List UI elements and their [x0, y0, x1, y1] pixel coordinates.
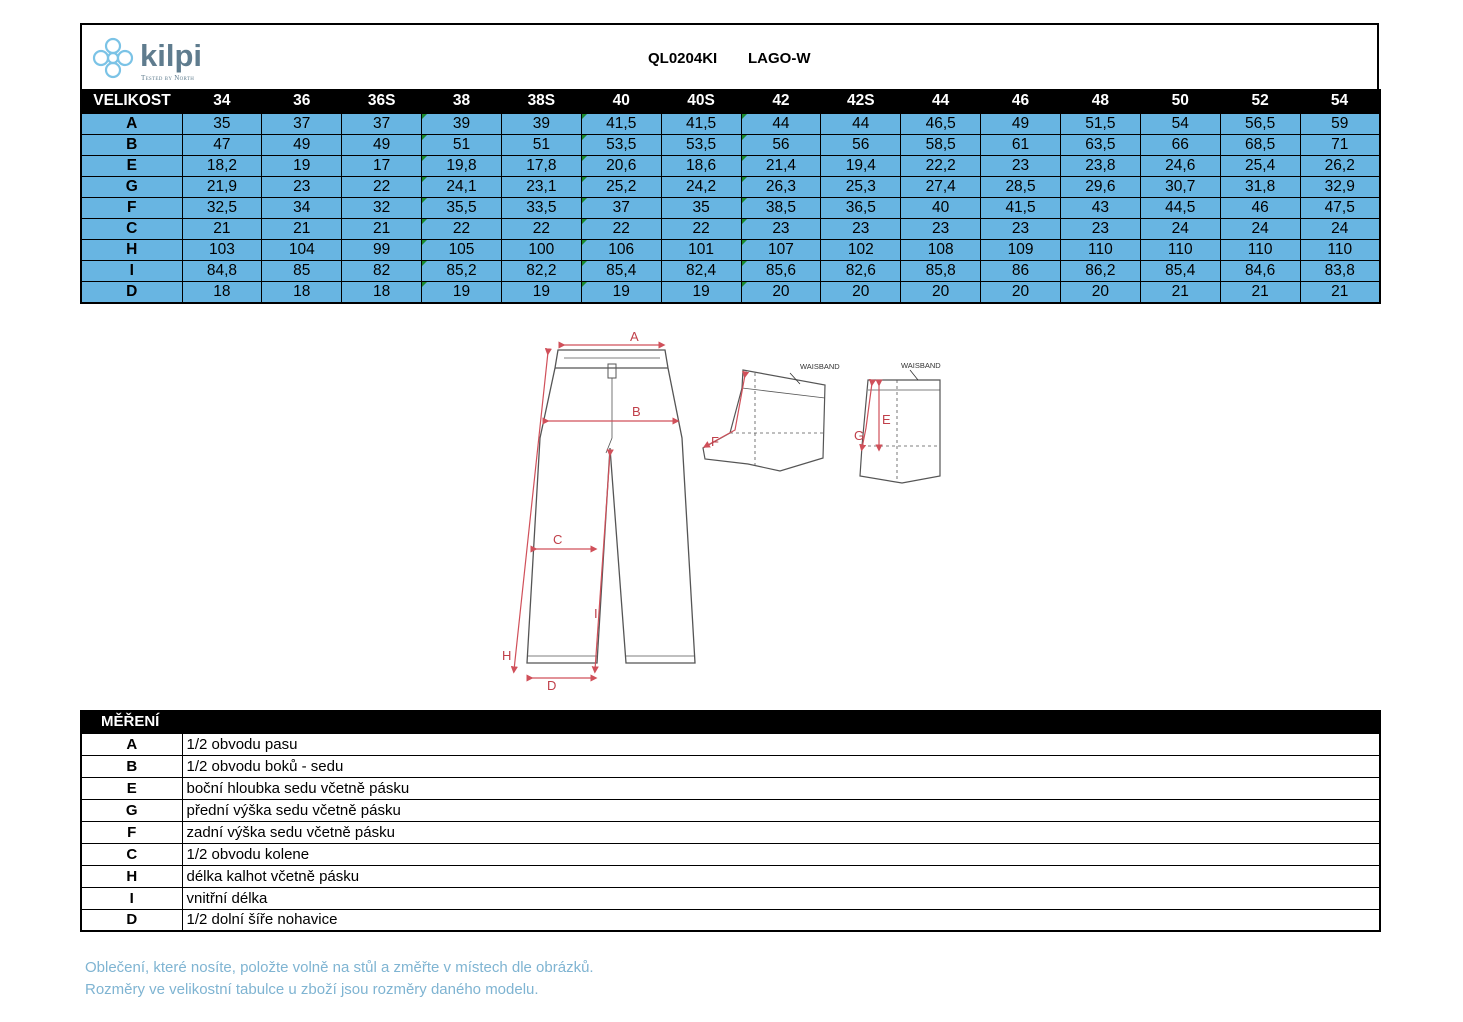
size-cell: 23,1 [501, 176, 581, 197]
size-header-cell: 52 [1220, 89, 1300, 113]
size-cell: 25,3 [821, 176, 901, 197]
legend-row [81, 821, 1380, 843]
size-cell: 20 [981, 281, 1061, 303]
size-cell: 23 [901, 218, 981, 239]
legend-key: A [81, 733, 182, 755]
size-cell: 21 [262, 218, 342, 239]
size-cell: 46 [1220, 197, 1300, 218]
size-header-label: VELIKOST [81, 89, 182, 113]
size-header-cell: 50 [1140, 89, 1220, 113]
back-rise-drawing [703, 370, 825, 471]
footer-note-2: Rozměry ve velikostní tabulce u zboží jsou rozměry daného modelu. [85, 981, 539, 998]
label-b: B [632, 404, 641, 419]
legend-table [80, 710, 1381, 932]
size-cell: 56 [741, 134, 821, 155]
size-cell: 20 [821, 281, 901, 303]
size-cell: 22 [342, 176, 422, 197]
size-cell: 17 [342, 155, 422, 176]
size-cell: 54 [1140, 113, 1220, 134]
size-cell: 38,5 [741, 197, 821, 218]
legend-row [81, 799, 1380, 821]
size-cell: 44 [821, 113, 901, 134]
size-cell: 37 [262, 113, 342, 134]
size-cell: 18,2 [182, 155, 262, 176]
size-row-label: F [81, 197, 182, 218]
size-row-h [81, 239, 1380, 260]
celtic-knot-icon [90, 35, 136, 81]
size-row-label: D [81, 281, 182, 303]
size-row-label: I [81, 260, 182, 281]
legend-description: boční hloubka sedu včetně pásku [182, 777, 1380, 799]
size-cell: 110 [1140, 239, 1220, 260]
size-cell: 19 [581, 281, 661, 303]
size-header-cell: 34 [182, 89, 262, 113]
size-cell: 24,1 [422, 176, 502, 197]
size-cell: 61 [981, 134, 1061, 155]
label-c: C [553, 532, 563, 547]
size-header-cell: 48 [1060, 89, 1140, 113]
size-row-label: C [81, 218, 182, 239]
size-cell: 23 [821, 218, 901, 239]
label-f: F [711, 434, 719, 449]
size-row-d [81, 281, 1380, 303]
size-cell: 106 [581, 239, 661, 260]
footer-notes [85, 957, 594, 1001]
size-cell: 49 [342, 134, 422, 155]
size-cell: 19,4 [821, 155, 901, 176]
size-cell: 32,5 [182, 197, 262, 218]
size-cell: 39 [422, 113, 502, 134]
size-cell: 102 [821, 239, 901, 260]
size-cell: 39 [501, 113, 581, 134]
size-cell: 30,7 [1140, 176, 1220, 197]
size-row-a [81, 113, 1380, 134]
size-row-b [81, 134, 1380, 155]
size-cell: 21 [342, 218, 422, 239]
legend-row [81, 865, 1380, 887]
size-cell: 49 [262, 134, 342, 155]
size-header-cell: 38 [422, 89, 502, 113]
trousers-drawing [527, 350, 695, 663]
legend-title: MĚŘENÍ [101, 712, 160, 730]
size-cell: 51,5 [1060, 113, 1140, 134]
size-header-cell: 42 [741, 89, 821, 113]
brand-tagline: Tested by North [141, 74, 195, 82]
size-cell: 23 [262, 176, 342, 197]
size-cell: 20 [901, 281, 981, 303]
label-d: D [547, 678, 557, 690]
legend-key: B [81, 755, 182, 777]
size-cell: 22 [581, 218, 661, 239]
size-cell: 20 [741, 281, 821, 303]
size-cell: 108 [901, 239, 981, 260]
size-cell: 104 [262, 239, 342, 260]
side-rise-drawing [860, 370, 940, 483]
size-cell: 35 [661, 197, 741, 218]
size-cell: 19 [661, 281, 741, 303]
legend-description: 1/2 obvodu boků - sedu [182, 755, 1380, 777]
size-cell: 22 [501, 218, 581, 239]
legend-description: 1/2 obvodu kolene [182, 843, 1380, 865]
size-cell: 110 [1060, 239, 1140, 260]
legend-key: C [81, 843, 182, 865]
size-header-cell: 46 [981, 89, 1061, 113]
size-cell: 19 [262, 155, 342, 176]
label-i: I [594, 606, 598, 621]
size-cell: 56,5 [1220, 113, 1300, 134]
size-row-label: H [81, 239, 182, 260]
size-cell: 59 [1300, 113, 1380, 134]
size-cell: 24 [1300, 218, 1380, 239]
header-box [80, 23, 1379, 89]
size-cell: 23 [981, 155, 1061, 176]
size-cell: 66 [1140, 134, 1220, 155]
label-waistband-back: WAISBAND [800, 362, 840, 371]
size-cell: 41,5 [981, 197, 1061, 218]
size-cell: 36,5 [821, 197, 901, 218]
legend-row [81, 843, 1380, 865]
size-cell: 24,6 [1140, 155, 1220, 176]
size-cell: 21 [182, 218, 262, 239]
measurement-diagram [490, 328, 960, 690]
size-header-cell: 44 [901, 89, 981, 113]
size-cell: 21 [1300, 281, 1380, 303]
size-cell: 56 [821, 134, 901, 155]
measure-line-i [595, 453, 610, 670]
size-cell: 26,3 [741, 176, 821, 197]
size-cell: 25,4 [1220, 155, 1300, 176]
size-row-i [81, 260, 1380, 281]
size-cell: 24 [1220, 218, 1300, 239]
product-code: QL0204KI [648, 50, 718, 67]
label-a: A [630, 329, 639, 344]
size-cell: 31,8 [1220, 176, 1300, 197]
size-cell: 86 [981, 260, 1061, 281]
size-cell: 85,6 [741, 260, 821, 281]
size-cell: 41,5 [661, 113, 741, 134]
size-cell: 84,8 [182, 260, 262, 281]
size-cell: 22,2 [901, 155, 981, 176]
size-cell: 63,5 [1060, 134, 1140, 155]
size-cell: 85,2 [422, 260, 502, 281]
size-header-cell: 36S [342, 89, 422, 113]
legend-key: G [81, 799, 182, 821]
size-cell: 82,6 [821, 260, 901, 281]
size-cell: 71 [1300, 134, 1380, 155]
size-cell: 33,5 [501, 197, 581, 218]
brand-logo [90, 35, 220, 85]
legend-table-body [81, 733, 1380, 931]
size-row-e [81, 155, 1380, 176]
legend-row [81, 733, 1380, 755]
size-cell: 21 [1140, 281, 1220, 303]
size-cell: 47,5 [1300, 197, 1380, 218]
size-cell: 44 [741, 113, 821, 134]
legend-description: 1/2 obvodu pasu [182, 733, 1380, 755]
size-row-label: G [81, 176, 182, 197]
legend-description: 1/2 dolní šíře nohavice [182, 909, 1380, 931]
brand-name: kilpi [140, 38, 203, 73]
size-cell: 105 [422, 239, 502, 260]
size-row-label: B [81, 134, 182, 155]
label-e: E [882, 412, 891, 427]
size-cell: 58,5 [901, 134, 981, 155]
label-h: H [502, 648, 512, 663]
size-cell: 100 [501, 239, 581, 260]
size-cell: 23 [981, 218, 1061, 239]
size-cell: 84,6 [1220, 260, 1300, 281]
size-cell: 25,2 [581, 176, 661, 197]
size-cell: 85 [262, 260, 342, 281]
size-cell: 20,6 [581, 155, 661, 176]
legend-key: F [81, 821, 182, 843]
size-cell: 109 [981, 239, 1061, 260]
size-cell: 23 [741, 218, 821, 239]
legend-row [81, 777, 1380, 799]
size-cell: 82 [342, 260, 422, 281]
size-cell: 86,2 [1060, 260, 1140, 281]
size-cell: 19 [422, 281, 502, 303]
size-cell: 44,5 [1140, 197, 1220, 218]
size-cell: 85,4 [1140, 260, 1220, 281]
size-cell: 47 [182, 134, 262, 155]
legend-title-cell [81, 710, 1380, 733]
legend-key: H [81, 865, 182, 887]
size-cell: 19,8 [422, 155, 502, 176]
size-cell: 37 [581, 197, 661, 218]
size-cell: 22 [661, 218, 741, 239]
size-header-cell: 36 [262, 89, 342, 113]
legend-row [81, 887, 1380, 909]
size-row-label: E [81, 155, 182, 176]
size-cell: 43 [1060, 197, 1140, 218]
size-cell: 107 [741, 239, 821, 260]
size-cell: 34 [262, 197, 342, 218]
size-cell: 103 [182, 239, 262, 260]
size-cell: 110 [1220, 239, 1300, 260]
size-cell: 110 [1300, 239, 1380, 260]
size-table-body [81, 113, 1380, 303]
size-cell: 21,4 [741, 155, 821, 176]
size-cell: 85,4 [581, 260, 661, 281]
legend-key: E [81, 777, 182, 799]
size-cell: 53,5 [581, 134, 661, 155]
legend-description: délka kalhot včetně pásku [182, 865, 1380, 887]
size-cell: 18 [182, 281, 262, 303]
size-cell: 19 [501, 281, 581, 303]
size-cell: 51 [422, 134, 502, 155]
size-cell: 20 [1060, 281, 1140, 303]
size-cell: 32,9 [1300, 176, 1380, 197]
size-cell: 35,5 [422, 197, 502, 218]
size-cell: 21 [1220, 281, 1300, 303]
legend-description: zadní výška sedu včetně pásku [182, 821, 1380, 843]
size-row-f [81, 197, 1380, 218]
size-cell: 46,5 [901, 113, 981, 134]
size-row-c [81, 218, 1380, 239]
size-cell: 82,4 [661, 260, 741, 281]
measurement-lines [514, 345, 676, 678]
size-cell: 18 [342, 281, 422, 303]
size-cell: 51 [501, 134, 581, 155]
size-cell: 22 [422, 218, 502, 239]
size-cell: 68,5 [1220, 134, 1300, 155]
size-table [80, 89, 1381, 304]
legend-description: přední výška sedu včetně pásku [182, 799, 1380, 821]
size-cell: 23,8 [1060, 155, 1140, 176]
size-row-label: A [81, 113, 182, 134]
legend-header-row [81, 710, 1380, 733]
size-cell: 41,5 [581, 113, 661, 134]
size-cell: 21,9 [182, 176, 262, 197]
measure-line-h [514, 352, 548, 670]
size-cell: 35 [182, 113, 262, 134]
size-cell: 53,5 [661, 134, 741, 155]
size-cell: 26,2 [1300, 155, 1380, 176]
size-cell: 24 [1140, 218, 1220, 239]
label-waistband-side: WAISBAND [901, 361, 941, 370]
size-header-cell: 40S [661, 89, 741, 113]
product-name: LAGO-W [748, 50, 811, 67]
size-cell: 82,2 [501, 260, 581, 281]
size-cell: 17,8 [501, 155, 581, 176]
size-cell: 37 [342, 113, 422, 134]
size-cell: 23 [1060, 218, 1140, 239]
size-cell: 24,2 [661, 176, 741, 197]
size-cell: 83,8 [1300, 260, 1380, 281]
size-header-row [81, 89, 1380, 113]
footer-note-1: Oblečení, které nosíte, položte volně na stůl a změřte v místech dle obrázků. [85, 959, 594, 976]
size-cell: 29,6 [1060, 176, 1140, 197]
size-cell: 27,4 [901, 176, 981, 197]
size-header-cell: 42S [821, 89, 901, 113]
legend-row [81, 755, 1380, 777]
size-cell: 32 [342, 197, 422, 218]
size-cell: 40 [901, 197, 981, 218]
size-cell: 49 [981, 113, 1061, 134]
size-header-cell: 38S [501, 89, 581, 113]
size-cell: 18,6 [661, 155, 741, 176]
size-cell: 18 [262, 281, 342, 303]
legend-key: D [81, 909, 182, 931]
legend-description: vnitřní délka [182, 887, 1380, 909]
size-cell: 99 [342, 239, 422, 260]
size-cell: 85,8 [901, 260, 981, 281]
size-row-g [81, 176, 1380, 197]
label-g: G [854, 428, 865, 443]
size-cell: 28,5 [981, 176, 1061, 197]
legend-key: I [81, 887, 182, 909]
size-header-cell: 40 [581, 89, 661, 113]
size-cell: 101 [661, 239, 741, 260]
legend-row [81, 909, 1380, 931]
size-header-cell: 54 [1300, 89, 1380, 113]
